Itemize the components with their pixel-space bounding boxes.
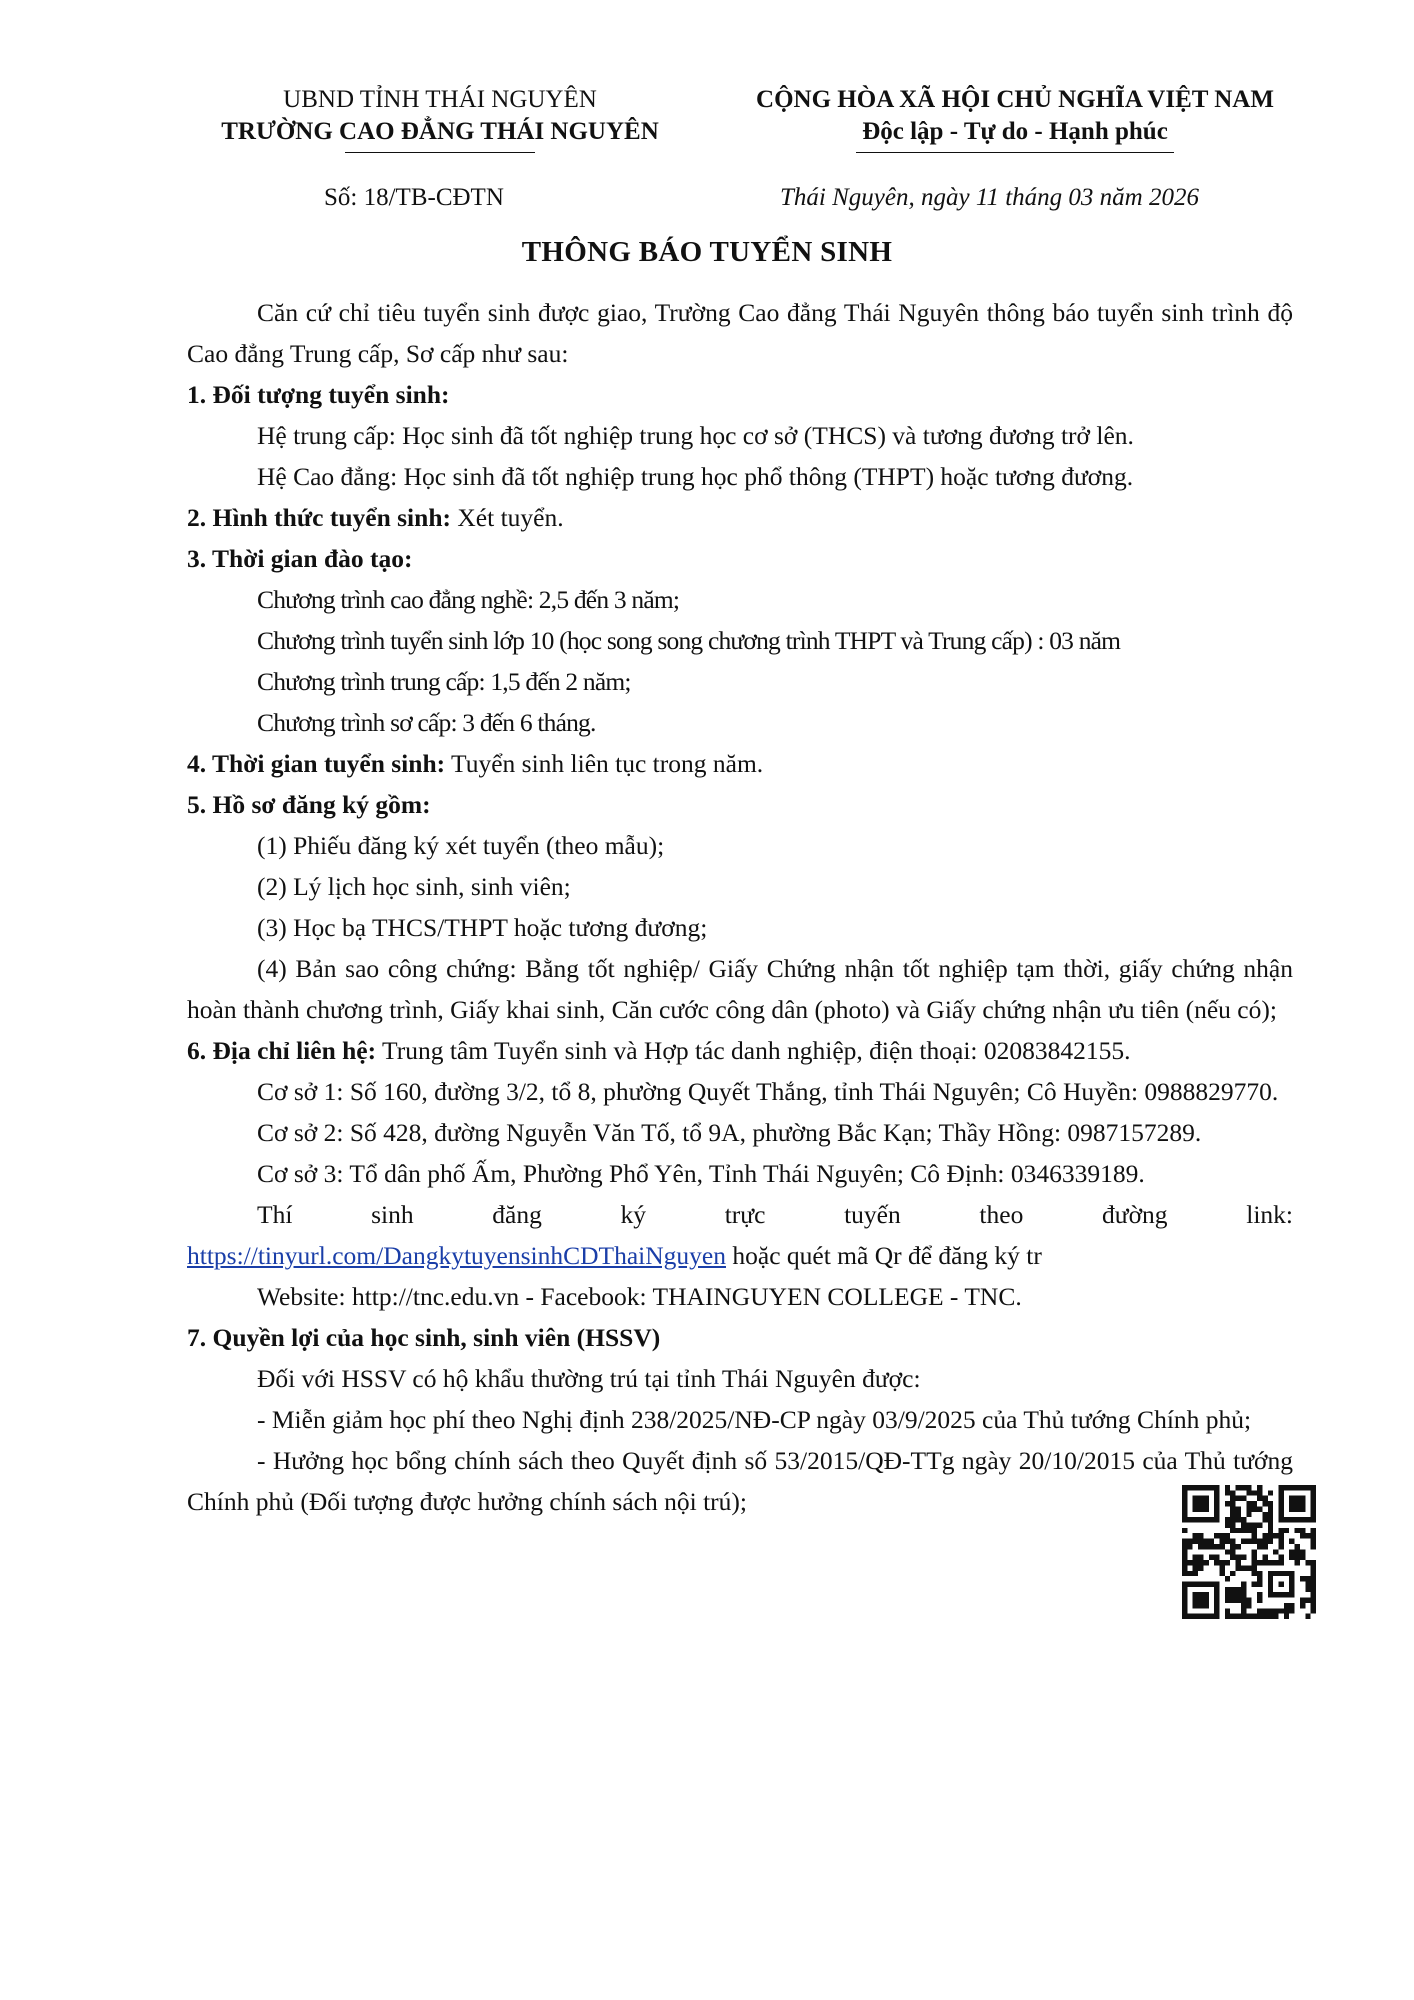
- section-6-text: Trung tâm Tuyển sinh và Hợp tác danh nghiệp, điện thoại: 02083842155.: [376, 1036, 1131, 1065]
- section-2-heading: 2. Hình thức tuyển sinh:: [187, 503, 451, 532]
- section-1-intermediate: Hệ trung cấp: Học sinh đã tốt nghiệp trung học cơ sở (THCS) và tương đương trở lên.: [257, 421, 1134, 450]
- document-number: Số: 18/TB-CĐTN: [324, 184, 504, 211]
- section-7-intro: Đối với HSSV có hộ khẩu thường trú tại tỉnh Thái Nguyên được:: [257, 1364, 921, 1393]
- benefit-tuition: - Miễn giảm học phí theo Nghị định 238/2025/NĐ-CP ngày 03/9/2025 của Thủ tướng Chính phủ;: [257, 1405, 1252, 1434]
- list-item: Chương trình tuyển sinh lớp 10 (học song song chương trình THPT và Trung cấp) : 03 năm: [257, 626, 1121, 655]
- document-date: Thái Nguyên, ngày 11 tháng 03 năm 2026: [780, 184, 1199, 211]
- campus-3: Cơ sở 3: Tổ dân phố Ấm, Phường Phổ Yên, Tỉnh Thái Nguyên; Cô Định: 0346339189.: [257, 1159, 1145, 1188]
- registration-link-line: [187, 1235, 1177, 1276]
- section-2-text: Xét tuyển.: [451, 503, 564, 532]
- national-block: [735, 84, 1295, 153]
- section-4-heading: 4. Thời gian tuyển sinh:: [187, 749, 446, 778]
- section-3-heading: 3. Thời gian đào tạo:: [187, 544, 413, 573]
- benefit-scholarship: - Hưởng học bổng chính sách theo Quyết định số 53/2015/QĐ-TTg ngày 20/10/2015 của Thủ tướng Chính phủ (Đối tượng được hưởng chính sách nội trú);: [187, 1446, 1293, 1516]
- section-1-college: Hệ Cao đẳng: Học sinh đã tốt nghiệp trung học phổ thông (THPT) hoặc tương đương.: [257, 462, 1134, 491]
- list-item: Chương trình trung cấp: 1,5 đến 2 năm;: [257, 667, 631, 696]
- section-5-heading: 5. Hồ sơ đăng ký gồm:: [187, 790, 431, 819]
- campus-2: Cơ sở 2: Số 428, đường Nguyễn Văn Tố, tổ 9A, phường Bắc Kạn; Thầy Hồng: 0987157289.: [257, 1118, 1202, 1147]
- list-item: Chương trình sơ cấp: 3 đến 6 tháng.: [257, 708, 596, 737]
- intro-paragraph: Căn cứ chỉ tiêu tuyển sinh được giao, Trường Cao đẳng Thái Nguyên thông báo tuyển sinh trình độ Cao đẳng Trung cấp, Sơ cấp như sau:: [187, 298, 1293, 368]
- section-4: [187, 743, 1293, 784]
- list-item: (3) Học bạ THCS/THPT hoặc tương đương;: [257, 913, 708, 942]
- online-registration-text: Thí sinh đăng ký trực tuyến theo đường link:: [257, 1200, 1293, 1229]
- document-title: THÔNG BÁO TUYỂN SINH: [521, 236, 893, 268]
- authority-name: UBND TỈNH THÁI NGUYÊN: [283, 86, 597, 113]
- section-4-text: Tuyển sinh liên tục trong năm.: [445, 749, 764, 778]
- section-7-heading: 7. Quyền lợi của học sinh, sinh viên (HSSV): [187, 1323, 661, 1352]
- list-item: (4) Bản sao công chứng: Bằng tốt nghiệp/ Giấy Chứng nhận tốt nghiệp tạm thời, giấy chứng nhận hoàn thành chương trình, Giấy khai sinh, Căn cước công dân (photo) và Giấy chứng nhận ưu tiên (nếu có);: [187, 954, 1293, 1024]
- registration-link-suffix: hoặc quét mã Qr để đăng ký tr: [726, 1241, 1042, 1270]
- section-1-heading: 1. Đối tượng tuyển sinh:: [187, 380, 450, 409]
- list-item: (1) Phiếu đăng ký xét tuyển (theo mẫu);: [257, 831, 665, 860]
- motto-underline: [856, 152, 1174, 153]
- school-underline: [345, 152, 535, 153]
- national-motto: Độc lập - Tự do - Hạnh phúc: [862, 118, 1168, 145]
- registration-link[interactable]: https://tinyurl.com/DangkytuyensinhCDThaiNguyen: [187, 1241, 726, 1270]
- section-6: [187, 1030, 1293, 1071]
- republic-name: CỘNG HÒA XÃ HỘI CHỦ NGHĨA VIỆT NAM: [756, 86, 1274, 113]
- section-6-heading: 6. Địa chỉ liên hệ:: [187, 1036, 377, 1065]
- qr-code-icon[interactable]: [1182, 1485, 1316, 1619]
- list-item: Chương trình cao đẳng nghề: 2,5 đến 3 năm;: [257, 585, 680, 614]
- document-body: [187, 292, 1293, 1522]
- school-name: TRƯỜNG CAO ĐẲNG THÁI NGUYÊN: [221, 118, 659, 145]
- issuer-block: [180, 84, 700, 153]
- campus-1: Cơ sở 1: Số 160, đường 3/2, tổ 8, phường Quyết Thắng, tỉnh Thái Nguyên; Cô Huyền: 0988829770.: [257, 1077, 1279, 1106]
- website-line: Website: http://tnc.edu.vn - Facebook: THAINGUYEN COLLEGE - TNC.: [257, 1282, 1022, 1311]
- section-2: [187, 497, 1293, 538]
- list-item: (2) Lý lịch học sinh, sinh viên;: [257, 872, 571, 901]
